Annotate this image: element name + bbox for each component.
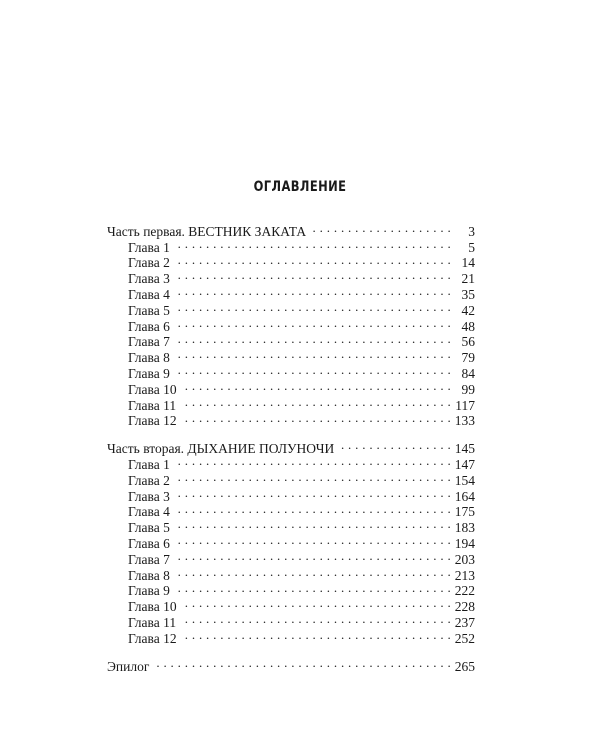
- toc-page-number: 117: [455, 397, 475, 413]
- toc-page-number: 133: [454, 413, 475, 429]
- toc-chapter-label: Глава 6: [128, 535, 170, 551]
- dot-leader: [174, 236, 451, 252]
- toc-chapter-label: Глава 10: [128, 381, 177, 397]
- toc-chapter-label: Глава 10: [128, 599, 177, 615]
- toc-part-2[interactable]: [107, 437, 475, 457]
- toc-page-number: 84: [461, 365, 475, 381]
- dot-leader: [181, 378, 451, 394]
- toc-chapter-label: Глава 9: [128, 583, 170, 599]
- toc-chapter-label: Глава 11: [128, 397, 177, 413]
- toc-epilogue-label: Эпилог: [107, 658, 150, 674]
- toc-page-number: 154: [454, 472, 475, 488]
- toc-part-label: Часть вторая. ДЫХАНИЕ ПОЛУНОЧИ: [107, 441, 335, 457]
- dot-leader: [174, 564, 451, 580]
- dot-leader: [174, 580, 451, 596]
- toc-chapter-label: Глава 1: [128, 239, 170, 255]
- toc-chapter-label: Глава 12: [128, 630, 177, 646]
- dot-leader: [174, 283, 451, 299]
- dot-leader: [174, 485, 451, 501]
- toc-chapter-label: Глава 9: [128, 365, 170, 381]
- toc-chapter-label: Глава 2: [128, 255, 170, 271]
- toc-chapter-label: Глава 8: [128, 350, 170, 366]
- toc-chapter-label: Глава 8: [128, 567, 170, 583]
- toc-chapter-label: Глава 5: [128, 302, 170, 318]
- dot-leader: [338, 437, 451, 453]
- toc-page-number: 222: [454, 583, 475, 599]
- dot-leader: [174, 453, 451, 469]
- toc-page-number: 56: [461, 334, 475, 350]
- toc-chapter-label: Глава 12: [128, 413, 177, 429]
- toc-chapter-label: Глава 1: [128, 456, 170, 472]
- toc-page-number: 5: [468, 239, 475, 255]
- toc-page-number: 42: [461, 302, 475, 318]
- dot-leader: [174, 331, 451, 347]
- dot-leader: [174, 516, 451, 532]
- table-of-contents: [107, 220, 475, 674]
- dot-leader: [153, 655, 451, 671]
- toc-page-number: 14: [461, 255, 475, 271]
- toc-chapter-label: Глава 6: [128, 318, 170, 334]
- dot-leader: [181, 410, 451, 426]
- dot-leader: [174, 362, 451, 378]
- toc-part-label: Часть первая. ВЕСТНИК ЗАКАТА: [107, 223, 307, 239]
- toc-page-number: 145: [454, 441, 475, 457]
- toc-page-number: 21: [461, 271, 475, 287]
- dot-leader: [181, 595, 451, 611]
- toc-chapter-label: Глава 3: [128, 488, 170, 504]
- toc-page-number: 213: [454, 567, 475, 583]
- toc-epilogue[interactable]: [107, 655, 475, 674]
- toc-page-number: 48: [461, 318, 475, 334]
- toc-page-number: 228: [454, 599, 475, 615]
- dot-leader: [181, 627, 451, 643]
- dot-leader: [174, 299, 451, 315]
- toc-page-number: 175: [454, 504, 475, 520]
- toc-page-number: 194: [454, 535, 475, 551]
- toc-page-number: 183: [454, 520, 475, 536]
- toc-page-number: 147: [454, 456, 475, 472]
- toc-chapter-label: Глава 3: [128, 271, 170, 287]
- toc-chapter-label: Глава 5: [128, 520, 170, 536]
- dot-leader: [174, 252, 451, 268]
- dot-leader: [180, 611, 451, 627]
- toc-chapter-label: Глава 2: [128, 472, 170, 488]
- dot-leader: [174, 315, 451, 331]
- toc-chapter-label: Глава 11: [128, 614, 177, 630]
- toc-chapter-label: Глава 7: [128, 551, 170, 567]
- toc-page-number: 3: [468, 223, 475, 239]
- toc-part-1[interactable]: [107, 220, 475, 239]
- toc-chapter-label: Глава 4: [128, 286, 170, 302]
- toc-page-number: 164: [454, 488, 475, 504]
- dot-leader: [174, 548, 451, 564]
- dot-leader: [174, 469, 451, 485]
- dot-leader: [180, 394, 451, 410]
- toc-page-number: 203: [454, 551, 475, 567]
- toc-page-number: 35: [461, 286, 475, 302]
- toc-page-number: 79: [461, 350, 475, 366]
- dot-leader: [174, 346, 451, 362]
- dot-leader: [174, 267, 451, 283]
- toc-page-number: 237: [454, 614, 475, 630]
- toc-chapter-label: Глава 4: [128, 504, 170, 520]
- dot-leader: [174, 501, 451, 517]
- toc-page-number: 265: [454, 658, 475, 674]
- toc-chapter-label: Глава 7: [128, 334, 170, 350]
- dot-leader: [310, 220, 451, 236]
- toc-heading: ОГЛАВЛЕНИЕ: [253, 179, 347, 195]
- toc-page-number: 252: [454, 630, 475, 646]
- toc-page-number: 99: [461, 381, 475, 397]
- dot-leader: [174, 532, 451, 548]
